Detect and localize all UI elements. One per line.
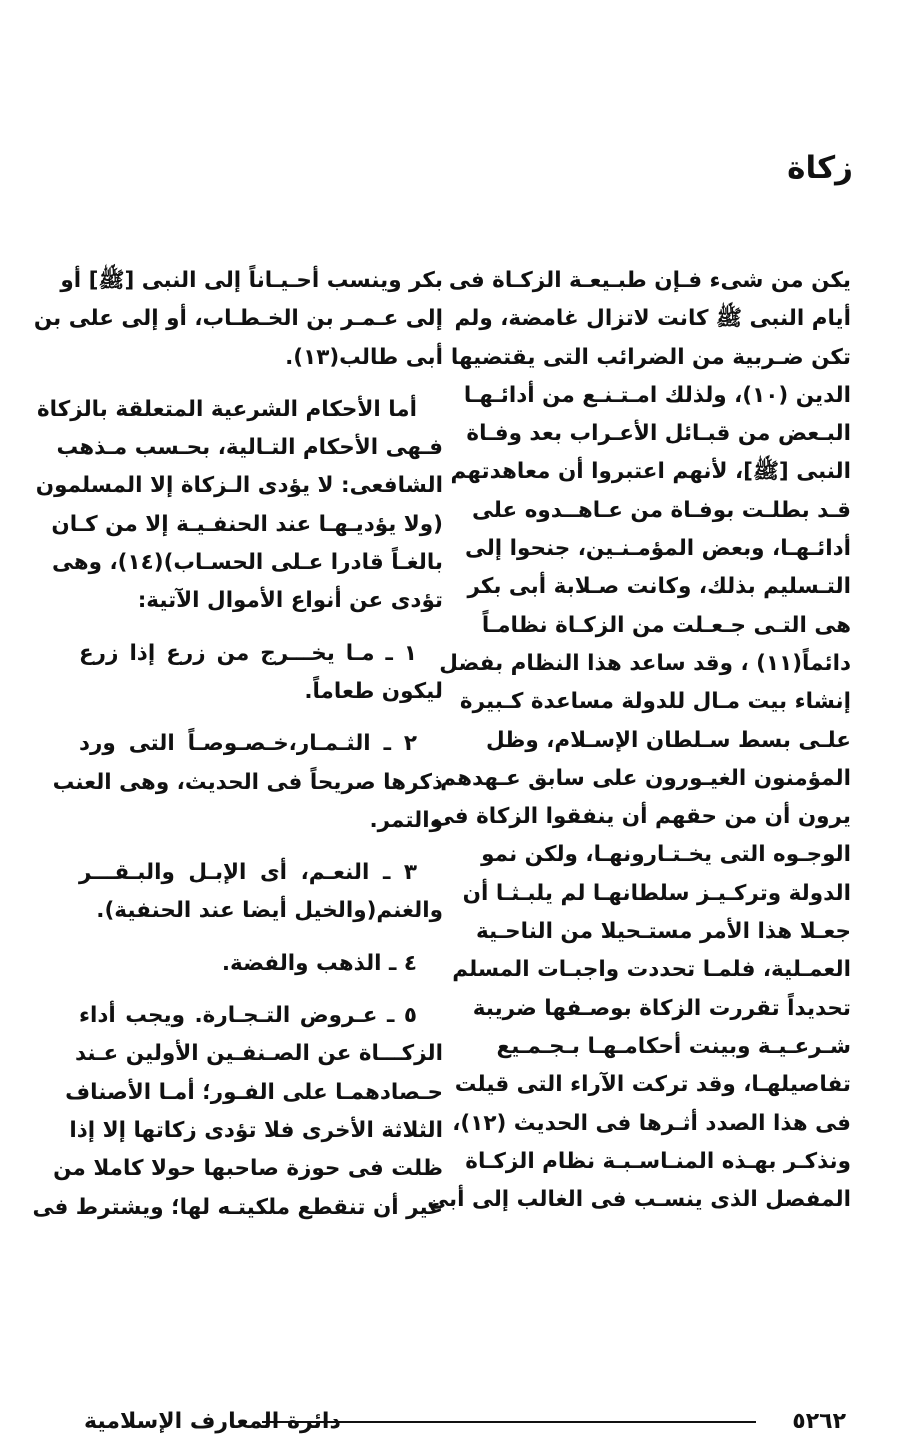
page-number: ٥٢٦٢ (792, 1409, 846, 1434)
text-line: قـد بطلـت بوفـاة من عـاهــدوه على (472, 497, 851, 523)
text-line: حـصادهمـا على الفـور؛ أمـا الأصناف (65, 1079, 443, 1105)
paragraph-continuation (33, 262, 443, 377)
text-line: الدين (١٠)، ولذلك امـتـنـع من أدائـهـا (463, 382, 851, 408)
text-line: الدولة وتركـيـز سلطانهـا لم يلبـثـا أن (462, 880, 851, 906)
text-line: النبى [ﷺ]، لأنهم اعتبروا أن معاهدتهم (450, 459, 851, 485)
text-line: أيام النبى ﷺ كانت لاتزال غامضة، ولم (454, 306, 851, 332)
text-line: والغنم(والخيل أيضا عند الحنفية). (96, 898, 443, 924)
text-line: دائماً(١١) ، وقد ساعد هذا النظام بفضل (439, 650, 851, 676)
text-line: العمـلية، فلمـا تحددت واجبـات المسلم (452, 957, 851, 983)
page-footer (84, 1402, 846, 1442)
left-text-column (32, 262, 443, 1241)
text-line: التـسليم بذلك، وكانت صـلابة أبى بكر (467, 574, 851, 600)
text-line: الزكـــاة عن الصـنفـين الأولين عـند (75, 1041, 443, 1067)
text-line: إنشاء بيت مـال للدولة مساعدة كـبيرة (459, 689, 851, 715)
text-line: تحديداً تقررت الزكاة بوصـفها ضريبة (472, 995, 851, 1021)
text-line: أدائـهـا، وبعض المؤمـنـين، جنحوا إلى (464, 536, 851, 562)
text-line: علـى بسط سـلطان الإسـلام، وظل (485, 727, 851, 753)
text-line: أما الأحكام الشرعية المتعلقة بالزكاة (36, 396, 417, 422)
text-line: ليكون طعاماً. (304, 678, 443, 704)
paragraph-rulings (35, 391, 443, 621)
text-line: الوجـوه التى يخـتـارونهـا، ولكن نمو (481, 842, 851, 868)
list-item-trade-goods (32, 997, 443, 1227)
list-item-livestock (79, 854, 443, 931)
text-line: بكر وينسب أحـيـاناً إلى النبى [ﷺ] أو (60, 268, 443, 293)
text-line: ٤ ـ الذهب والفضة. (221, 950, 417, 976)
text-line: ذكرها صريحاً فى الحديث، وهى العنب (52, 769, 443, 795)
text-line: المفصل الذى ينسـب فى الغالب إلى أبى (427, 1187, 851, 1213)
list-item-gold-silver (79, 945, 443, 983)
text-line: إلى عـمـر بن الخـطـاب، أو إلى على بن (33, 306, 443, 332)
text-line: ظلت فى حوزة صاحبها حولا كاملا من (53, 1156, 443, 1182)
text-line: ونذكـر بهـذه المنـاسـبـة نظام الزكـاة (465, 1148, 851, 1174)
text-line: فى هذا الصدد أثـرها فى الحديث (١٢)، (452, 1110, 851, 1136)
page-header-title: زكاة (787, 150, 853, 186)
right-text-column (427, 262, 851, 1219)
text-line: ١ ـ مـا يخـــرج من زرع إذا زرع (79, 640, 417, 666)
text-line: فـهى الأحكام التـالية، بحـسب مـذهب (56, 435, 443, 461)
text-line: البـعض من قبـائل الأعـراب بعد وفـاة (466, 421, 851, 447)
text-line: والتمر. (369, 807, 443, 833)
text-line: جعـلا هذا الأمر مستـحيلا من الناحـية (475, 919, 851, 945)
list-item-crops (79, 635, 443, 712)
text-line: المؤمنون الغيـورون على سابق عـهدهم (440, 765, 851, 791)
text-line: ٥ ـ عـروض التـجـارة. ويجب أداء (79, 1003, 417, 1029)
text-line: يرون أن من حقهم أن ينفقوا الزكاة فى (432, 804, 851, 830)
text-line: الثلاثة الأخرى فلا تؤدى زكاتها إلا إذا (69, 1117, 443, 1143)
text-line: هى التـى جـعـلت من الزكـاة نظامـاً (481, 612, 851, 638)
list-item-fruits (52, 725, 443, 840)
text-line: أبى طالب(١٣). (285, 344, 443, 370)
text-line: الشافعى: لا يؤدى الـزكاة إلا المسلمون (35, 473, 443, 499)
text-line: بالغـاً قادرا عـلى الحسـاب)(١٤)، وهى (52, 550, 443, 576)
text-line: (ولا يؤديـهـا عند الحنفـيـة إلا من كـان (51, 511, 443, 537)
text-line: شـرعـيـة وبينت أحكامـهـا بـجـمـيع (496, 1033, 851, 1059)
text-line: ٢ ـ الثـمـار،خـصـوصـاً التى ورد (79, 731, 417, 757)
text-line: تفاصيلهـا، وقد تركت الآراء التى قيلت (454, 1072, 851, 1098)
text-line: يكن من شىء فـإن طبـيعـة الزكـاة فى (448, 268, 851, 293)
publication-title: دائرة المعارف الإسلامية (84, 1409, 341, 1434)
text-line: تؤدى عن أنواع الأموال الآتية: (137, 588, 443, 614)
text-line: ٣ ـ النعـم، أى الإبـل والبـقـــر (79, 860, 417, 886)
text-line: غير أن تنقطع ملكيتـه لها؛ ويشترط فى (32, 1194, 443, 1220)
text-line: تكن ضـربية من الضرائب التى يقتضيها (450, 344, 851, 370)
